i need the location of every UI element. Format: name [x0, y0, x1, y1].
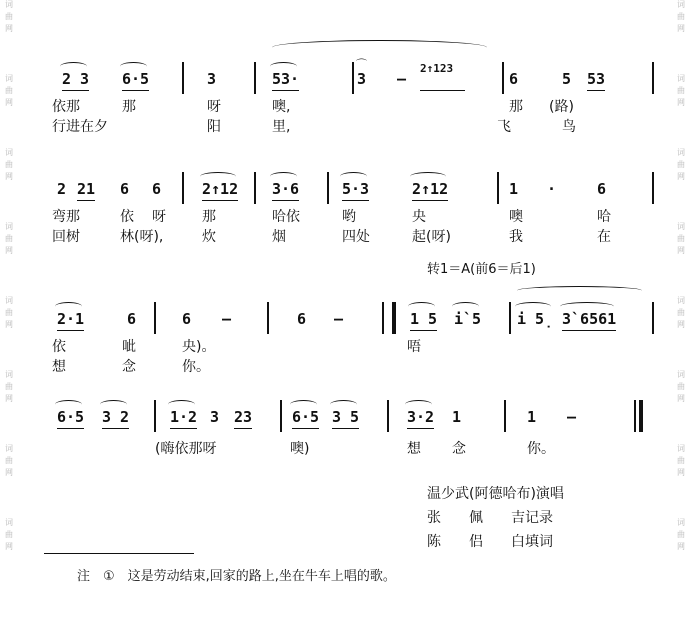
- barline: [182, 172, 184, 204]
- slur-mark: [408, 302, 435, 311]
- beam-line: [407, 428, 434, 429]
- lyric-line1: 哟: [342, 209, 356, 225]
- watermark-char: 词: [677, 370, 685, 379]
- note-group: 6: [597, 180, 607, 198]
- barline: [504, 400, 506, 432]
- note-group: 3·6: [272, 180, 300, 198]
- lyric-line1: 想: [407, 441, 421, 457]
- note-group: 6: [127, 310, 137, 328]
- note-group: 6: [120, 180, 130, 198]
- beam-line: [57, 330, 84, 331]
- watermark-char: 网: [5, 172, 13, 181]
- watermark-char: 词: [677, 222, 685, 231]
- left-watermark-strip: [2, 0, 16, 625]
- watermark-char: 词: [5, 444, 13, 453]
- watermark-char: 曲: [677, 308, 685, 317]
- beam-line: [272, 90, 299, 91]
- watermark-char: 词: [5, 148, 13, 157]
- watermark-char: 曲: [5, 530, 13, 539]
- note-group: 3 2: [102, 408, 130, 426]
- beam-line: [77, 200, 95, 201]
- lyric-line1: 依: [52, 339, 66, 355]
- watermark-char: 曲: [5, 12, 13, 21]
- watermark-char: 词: [5, 0, 13, 9]
- lyric-line2: 念: [122, 359, 136, 375]
- watermark-char: 网: [677, 542, 685, 551]
- barline: [267, 302, 269, 334]
- lyric-line2: 飞: [497, 119, 511, 135]
- note-group: 1·2: [170, 408, 198, 426]
- barline: [652, 62, 654, 94]
- barline: [154, 302, 156, 334]
- beam-line: [122, 90, 149, 91]
- beam-line: [332, 428, 359, 429]
- note-group: 3: [207, 70, 217, 88]
- credit-recorder: 张 佩 吉记录: [427, 510, 553, 526]
- watermark-char: 网: [677, 468, 685, 477]
- watermark-char: 曲: [677, 456, 685, 465]
- note-group: 2↑12: [412, 180, 449, 198]
- watermark-char: 曲: [5, 160, 13, 169]
- lyric-line1: 依: [120, 209, 134, 225]
- lyric-line1: 念: [452, 441, 466, 457]
- note-group: 1: [527, 408, 537, 426]
- watermark-char: 网: [677, 172, 685, 181]
- note-group: 3: [357, 70, 367, 88]
- watermark-char: 曲: [677, 234, 685, 243]
- lyric-line1: 呀: [207, 99, 221, 115]
- watermark-char: 词: [677, 296, 685, 305]
- barline: [652, 302, 654, 334]
- credit-singer: 温少武(阿德哈布)演唱: [427, 486, 564, 502]
- note-group: i 5̣: [517, 310, 554, 328]
- lyric-line1: 央)。: [182, 339, 216, 355]
- slur-mark: [60, 62, 87, 71]
- slur-mark: [515, 302, 551, 311]
- slur-mark: [405, 400, 432, 409]
- watermark-char: 曲: [5, 86, 13, 95]
- lyric-line1: 噢,: [272, 99, 291, 115]
- barline: [154, 400, 156, 432]
- lyric-line1: 那: [509, 99, 523, 115]
- note-group: 5·3: [342, 180, 370, 198]
- watermark-char: 曲: [677, 12, 685, 21]
- slur-mark: [560, 302, 614, 311]
- right-watermark-strip: [674, 0, 688, 625]
- lyric-line2: 想: [52, 359, 66, 375]
- note-group: 23: [234, 408, 253, 426]
- note-group: 53·: [272, 70, 300, 88]
- watermark-char: 曲: [5, 308, 13, 317]
- lyric-line2: 烟: [272, 229, 286, 245]
- lyric-line1: (嗨依那呀: [155, 441, 217, 457]
- slur-mark: [340, 172, 367, 181]
- lyric-line2: 阳: [207, 119, 221, 135]
- watermark-char: 曲: [677, 530, 685, 539]
- note-group: 21: [77, 180, 96, 198]
- watermark-char: 词: [677, 518, 685, 527]
- slur-mark: [55, 302, 82, 311]
- lyric-line1: (路): [549, 99, 574, 115]
- note-group: 6: [152, 180, 162, 198]
- watermark-char: 曲: [5, 382, 13, 391]
- beam-line: [272, 200, 299, 201]
- slur-mark: [290, 400, 317, 409]
- slur-mark: [410, 172, 446, 181]
- watermark-char: 网: [5, 468, 13, 477]
- lyric-line2: 鸟: [562, 119, 576, 135]
- note-group: 6: [297, 310, 307, 328]
- lyric-line2: 林(呀),: [120, 229, 164, 245]
- beam-line: [62, 90, 89, 91]
- lyric-line1: 那: [122, 99, 136, 115]
- barline: [254, 62, 256, 94]
- lyric-line1: 呲: [122, 339, 136, 355]
- note-group: 6·5: [122, 70, 150, 88]
- barline: [652, 172, 654, 204]
- note-group: –: [397, 70, 407, 88]
- note-group: 5: [562, 70, 572, 88]
- beam-line: [420, 90, 465, 91]
- phrase-arc: [517, 286, 642, 295]
- watermark-char: 词: [677, 148, 685, 157]
- credit-lyricist: 陈 侣 白填词: [427, 534, 553, 550]
- slur-mark: [330, 400, 357, 409]
- note-group: 6: [182, 310, 192, 328]
- phrase-arc: [272, 40, 487, 55]
- watermark-char: 词: [5, 296, 13, 305]
- slur-mark: [270, 62, 297, 71]
- note-group: 2↑12: [202, 180, 239, 198]
- beam-line: [342, 200, 369, 201]
- slur-mark: [200, 172, 236, 181]
- beam-line: [587, 90, 605, 91]
- lyric-line2: 我: [509, 229, 523, 245]
- watermark-char: 网: [677, 24, 685, 33]
- note-group: 3: [210, 408, 220, 426]
- beam-line: [410, 330, 437, 331]
- lyric-line1: 哈依: [272, 209, 300, 225]
- note-group: 6: [509, 70, 519, 88]
- note-group: 6·5: [292, 408, 320, 426]
- watermark-char: 网: [5, 24, 13, 33]
- lyric-line1: 噢): [290, 441, 310, 457]
- lyric-line1: 央: [412, 209, 426, 225]
- lyric-line2: 炊: [202, 229, 216, 245]
- slur-mark: [168, 400, 195, 409]
- lyric-line1: 呀: [152, 209, 166, 225]
- footnote-rule: [44, 553, 194, 554]
- beam-line: [57, 428, 84, 429]
- watermark-char: 词: [5, 222, 13, 231]
- watermark-char: 网: [5, 98, 13, 107]
- lyric-line2: 你。: [182, 359, 210, 375]
- barline: [280, 400, 282, 432]
- barline: [352, 62, 354, 94]
- lyric-line1: 依那: [52, 99, 80, 115]
- note-group: 3·2: [407, 408, 435, 426]
- lyric-line1: 噢: [509, 209, 523, 225]
- lyric-line1: 你。: [527, 441, 555, 457]
- barline: [509, 302, 511, 334]
- lyric-line1: 哈: [597, 209, 611, 225]
- watermark-char: 网: [5, 246, 13, 255]
- note-group: 1: [509, 180, 519, 198]
- barline: [497, 172, 499, 204]
- beam-line: [102, 428, 129, 429]
- note-group: i`5: [454, 310, 482, 328]
- note-group: –: [567, 408, 577, 426]
- note-group: ·: [547, 180, 557, 198]
- beam-line: [292, 428, 319, 429]
- barline: [387, 400, 389, 432]
- watermark-char: 词: [677, 444, 685, 453]
- watermark-char: 曲: [5, 456, 13, 465]
- note-group: 53: [587, 70, 606, 88]
- note-group: 3`6561: [562, 310, 617, 328]
- note-group: 2·1: [57, 310, 85, 328]
- slur-mark: [100, 400, 127, 409]
- note-group: 2 3: [62, 70, 90, 88]
- note-group: 3 5: [332, 408, 360, 426]
- note-group: 1 5: [410, 310, 438, 328]
- barline: [634, 400, 636, 432]
- watermark-char: 网: [677, 320, 685, 329]
- watermark-char: 网: [677, 246, 685, 255]
- watermark-char: 网: [5, 320, 13, 329]
- watermark-char: 词: [677, 74, 685, 83]
- watermark-char: 曲: [5, 234, 13, 243]
- watermark-char: 曲: [677, 160, 685, 169]
- watermark-char: 词: [5, 74, 13, 83]
- watermark-char: 曲: [677, 382, 685, 391]
- watermark-char: 曲: [677, 86, 685, 95]
- barline: [502, 62, 504, 94]
- lyric-line2: 行进在夕: [52, 119, 108, 135]
- note-group: 2: [57, 180, 67, 198]
- beam-line: [412, 200, 448, 201]
- lyric-line2: 起(呀): [412, 229, 451, 245]
- watermark-char: 词: [5, 518, 13, 527]
- watermark-char: 网: [677, 394, 685, 403]
- barline-heavy: [639, 400, 643, 432]
- slur-mark: [120, 62, 147, 71]
- modulation-marking: 转1＝A(前6＝后1): [427, 262, 536, 277]
- note-group: 6·5: [57, 408, 85, 426]
- beam-line: [170, 428, 197, 429]
- score-sheet: [22, 0, 662, 625]
- barline: [254, 172, 256, 204]
- slur-mark: [270, 172, 297, 181]
- note-group: –: [222, 310, 232, 328]
- lyric-line2: 在: [597, 229, 611, 245]
- lyric-line1: 弯那: [52, 209, 80, 225]
- barline: [382, 302, 384, 334]
- slur-mark: [452, 302, 479, 311]
- lyric-line2: 回树: [52, 229, 80, 245]
- slur-mark: [55, 400, 82, 409]
- beam-line: [234, 428, 252, 429]
- beam-line: [202, 200, 238, 201]
- watermark-char: 网: [5, 394, 13, 403]
- barline: [182, 62, 184, 94]
- watermark-char: 词: [5, 370, 13, 379]
- lyric-line2: 四处: [342, 229, 370, 245]
- note-group: 1: [452, 408, 462, 426]
- beam-line: [562, 330, 616, 331]
- lyric-line1: 那: [202, 209, 216, 225]
- barline: [327, 172, 329, 204]
- watermark-char: 网: [5, 542, 13, 551]
- watermark-char: 网: [677, 98, 685, 107]
- footnote-text: 注 ① 这是劳动结束,回家的路上,坐在牛车上唱的歌。: [77, 569, 396, 584]
- barline-heavy: [392, 302, 396, 334]
- fermata-mark: ⌒: [356, 58, 367, 71]
- lyric-line1: 唔: [407, 339, 421, 355]
- lyric-line2: 里,: [272, 119, 291, 135]
- note-group: –: [334, 310, 344, 328]
- note-group: 2↑123: [420, 62, 454, 75]
- watermark-char: 词: [677, 0, 685, 9]
